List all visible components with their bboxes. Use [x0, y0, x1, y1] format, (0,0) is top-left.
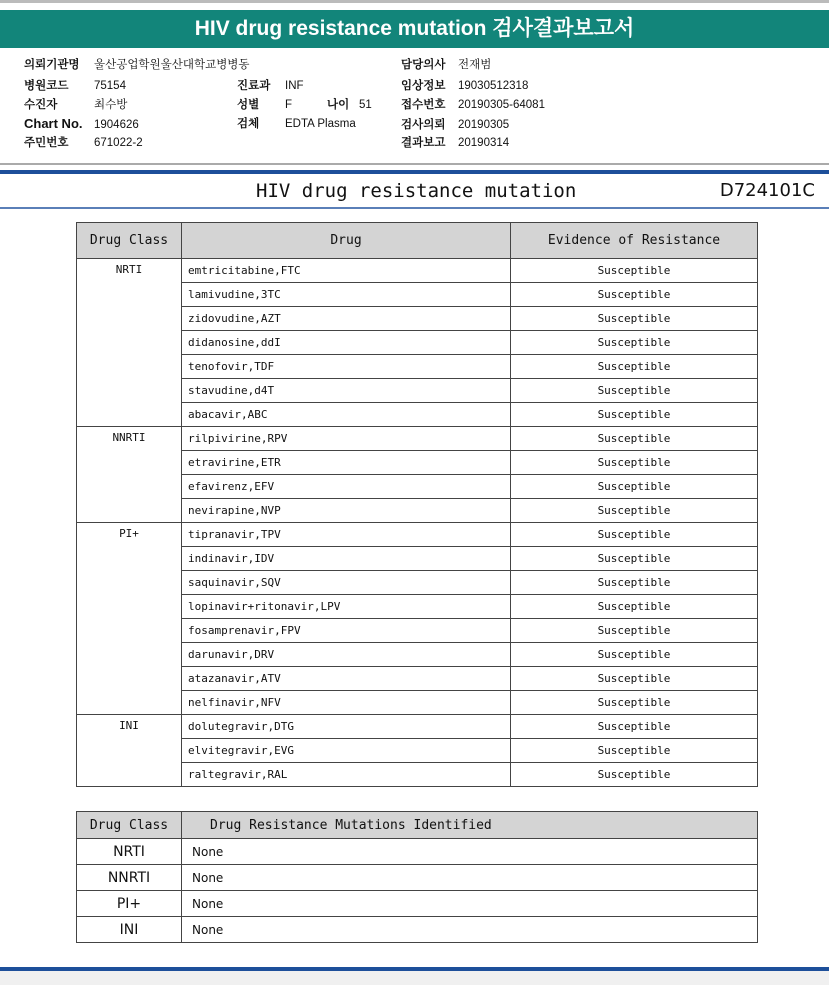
info-doctor [401, 56, 491, 72]
label: 진료과 [237, 80, 271, 92]
value: 전재범 [458, 59, 492, 71]
info-sex [237, 96, 292, 112]
report-banner-title: HIV drug resistance mutation 검사결과보고서 [0, 10, 829, 48]
evidence-cell: Susceptible [511, 739, 758, 763]
evidence-cell: Susceptible [511, 451, 758, 475]
value: 20190305 [458, 119, 510, 131]
value: 75154 [94, 80, 126, 92]
report-code: D724101C [719, 180, 815, 201]
header-drug: Drug [182, 223, 511, 259]
evidence-cell: Susceptible [511, 643, 758, 667]
label: Chart No. [24, 116, 83, 131]
label: 접수번호 [401, 99, 446, 111]
drug-cell: abacavir,ABC [182, 403, 511, 427]
drug-cell: didanosine,ddI [182, 331, 511, 355]
label: 주민번호 [24, 137, 69, 149]
drug-cell: atazanavir,ATV [182, 667, 511, 691]
drug-cell: dolutegravir,DTG [182, 715, 511, 739]
drug-cell: indinavir,IDV [182, 547, 511, 571]
table-row [77, 715, 758, 739]
info-age [327, 96, 372, 112]
mutation-cell: None [182, 839, 758, 865]
table-row [77, 839, 758, 865]
evidence-cell: Susceptible [511, 715, 758, 739]
value: 671022-2 [94, 137, 143, 149]
drug-cell: raltegravir,RAL [182, 763, 511, 787]
mutation-cell: None [182, 917, 758, 943]
header-mutations: Drug Resistance Mutations Identified [182, 812, 758, 839]
evidence-cell: Susceptible [511, 547, 758, 571]
evidence-cell: Susceptible [511, 331, 758, 355]
divider [0, 207, 829, 209]
info-department [237, 77, 304, 93]
drug-class-cell: PI+ [77, 523, 182, 715]
drug-cell: elvitegravir,EVG [182, 739, 511, 763]
evidence-cell: Susceptible [511, 355, 758, 379]
drug-class-cell: NRTI [77, 839, 182, 865]
report-title-row [0, 176, 829, 206]
header-drug-class: Drug Class [77, 812, 182, 839]
value: INF [285, 80, 304, 92]
evidence-cell: Susceptible [511, 475, 758, 499]
evidence-cell: Susceptible [511, 403, 758, 427]
report-title: HIV drug resistance mutation [256, 180, 577, 202]
drug-cell: nevirapine,NVP [182, 499, 511, 523]
drug-cell: lopinavir+ritonavir,LPV [182, 595, 511, 619]
table-row [77, 259, 758, 283]
table-row [77, 891, 758, 917]
drug-class-cell: INI [77, 715, 182, 787]
evidence-cell: Susceptible [511, 259, 758, 283]
drug-cell: efavirenz,EFV [182, 475, 511, 499]
evidence-cell: Susceptible [511, 307, 758, 331]
divider [0, 163, 829, 165]
label: 임상정보 [401, 80, 446, 92]
evidence-cell: Susceptible [511, 523, 758, 547]
table-row [77, 917, 758, 943]
value: F [285, 99, 293, 111]
info-test-request [401, 116, 509, 132]
table-row [77, 523, 758, 547]
value: 최수방 [94, 99, 128, 111]
drug-cell: tipranavir,TPV [182, 523, 511, 547]
evidence-cell: Susceptible [511, 667, 758, 691]
evidence-cell: Susceptible [511, 571, 758, 595]
label: 담당의사 [401, 59, 446, 71]
drug-cell: tenofovir,TDF [182, 355, 511, 379]
info-patient [24, 96, 127, 112]
value: 51 [359, 99, 372, 111]
evidence-cell: Susceptible [511, 379, 758, 403]
label: 결과보고 [401, 137, 446, 149]
drug-cell: zidovudine,AZT [182, 307, 511, 331]
drug-cell: rilpivirine,RPV [182, 427, 511, 451]
top-border [0, 0, 829, 3]
mutation-cell: None [182, 865, 758, 891]
value: EDTA Plasma [285, 118, 356, 130]
info-result-report [401, 134, 509, 150]
drug-cell: nelfinavir,NFV [182, 691, 511, 715]
info-specimen [237, 115, 356, 131]
label: 병원코드 [24, 80, 69, 92]
mutation-cell: None [182, 891, 758, 917]
drug-cell: lamivudine,3TC [182, 283, 511, 307]
footer [0, 971, 829, 985]
info-chart-no [24, 116, 139, 131]
value: 1904626 [94, 119, 139, 131]
drug-class-cell: NNRTI [77, 427, 182, 523]
info-hospital-code [24, 77, 126, 93]
label: 수진자 [24, 99, 58, 111]
resistance-table [76, 222, 758, 787]
label: 의뢰기관명 [24, 59, 80, 71]
drug-class-cell: PI+ [77, 891, 182, 917]
label: 검체 [237, 118, 260, 130]
divider [0, 170, 829, 174]
drug-class-cell: NRTI [77, 259, 182, 427]
label: 성별 [237, 99, 260, 111]
info-receipt-no [401, 96, 545, 112]
evidence-cell: Susceptible [511, 619, 758, 643]
value: 19030512318 [458, 80, 529, 92]
drug-cell: stavudine,d4T [182, 379, 511, 403]
evidence-cell: Susceptible [511, 283, 758, 307]
drug-cell: darunavir,DRV [182, 643, 511, 667]
header-drug-class: Drug Class [77, 223, 182, 259]
table-row [77, 427, 758, 451]
drug-cell: etravirine,ETR [182, 451, 511, 475]
evidence-cell: Susceptible [511, 427, 758, 451]
evidence-cell: Susceptible [511, 595, 758, 619]
evidence-cell: Susceptible [511, 763, 758, 787]
value: 20190305-64081 [458, 99, 545, 111]
label: 검사의뢰 [401, 119, 446, 131]
drug-cell: saquinavir,SQV [182, 571, 511, 595]
drug-class-cell: INI [77, 917, 182, 943]
table-row [77, 865, 758, 891]
mutation-table [76, 811, 758, 943]
value: 20190314 [458, 137, 510, 149]
info-institution [24, 56, 250, 72]
label: 나이 [327, 99, 350, 111]
header-evidence: Evidence of Resistance [511, 223, 758, 259]
drug-cell: fosamprenavir,FPV [182, 619, 511, 643]
evidence-cell: Susceptible [511, 691, 758, 715]
info-resident-no [24, 134, 143, 150]
drug-cell: emtricitabine,FTC [182, 259, 511, 283]
evidence-cell: Susceptible [511, 499, 758, 523]
info-clinical [401, 77, 528, 93]
drug-class-cell: NNRTI [77, 865, 182, 891]
value: 울산공업학원울산대학교병병동 [94, 59, 250, 71]
